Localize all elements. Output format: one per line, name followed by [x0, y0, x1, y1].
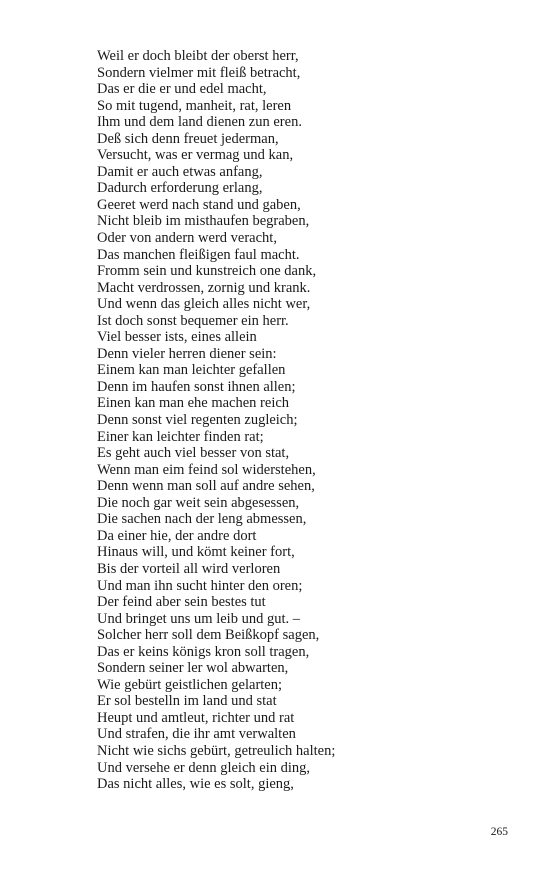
verse-line: Viel besser ists, eines allein: [97, 329, 257, 346]
verse-line: Oder von andern werd veracht,: [97, 230, 277, 247]
verse-line: Einem kan man leichter gefallen: [97, 362, 286, 379]
verse-line: Damit er auch etwas anfang,: [97, 163, 263, 180]
verse-line: Wenn man eim feind sol widerstehen,: [97, 461, 316, 478]
verse-line: Das manchen fleißigen faul macht.: [97, 246, 300, 263]
verse-line: Und strafen, die ihr amt verwalten: [97, 726, 296, 743]
verse-line: Denn vieler herren diener sein:: [97, 345, 277, 362]
verse-line: Das nicht alles, wie es solt, gieng,: [97, 776, 294, 793]
verse-line: Heupt und amtleut, richter und rat: [97, 709, 295, 726]
verse-line: Versucht, was er vermag und kan,: [97, 147, 294, 164]
verse-line: Er sol bestelln im land und stat: [97, 693, 277, 710]
verse-line: Nicht wie sichs gebürt, getreulich halten;: [97, 742, 336, 759]
verse-line: So mit tugend, manheit, rat, leren: [97, 97, 292, 114]
verse-line: Die sachen nach der leng abmessen,: [97, 511, 307, 528]
verse-line: Dadurch erforderung erlang,: [97, 180, 263, 197]
verse-line: Sondern vielmer mit fleiß betracht,: [97, 64, 301, 81]
verse-line: Und bringet uns um leib und gut. –: [97, 610, 300, 627]
verse-line: Geeret werd nach stand und gaben,: [97, 196, 301, 213]
verse-line: Denn im haufen sonst ihnen allen;: [97, 378, 296, 395]
verse-line: Denn wenn man soll auf andre sehen,: [97, 478, 315, 495]
verse-text: [97, 48, 335, 793]
verse-line: Weil er doch bleibt der oberst herr,: [97, 48, 299, 64]
verse-line: Deß sich denn freuet jederman,: [97, 130, 279, 147]
verse-line: Und versehe er denn gleich ein ding,: [97, 759, 310, 776]
verse-line: Das er die er und edel macht,: [97, 81, 267, 98]
verse-line: Solcher herr soll dem Beißkopf sagen,: [97, 627, 320, 644]
verse-line: Nicht bleib im misthaufen begraben,: [97, 213, 310, 230]
verse-line: Der feind aber sein bestes tut: [97, 594, 266, 611]
verse-line: Da einer hie, der andre dort: [97, 527, 257, 544]
verse-line: Fromm sein und kunstreich one dank,: [97, 263, 317, 280]
verse-line: Denn sonst viel regenten zugleich;: [97, 412, 298, 429]
verse-line: Sondern seiner ler wol abwarten,: [97, 660, 289, 677]
verse-line: Einen kan man ehe machen reich: [97, 395, 290, 412]
verse-line: Wie gebürt geistlichen gelarten;: [97, 676, 283, 693]
verse-line: Das er keins königs kron soll tragen,: [97, 643, 310, 660]
verse-line: Und wenn das gleich alles nicht wer,: [97, 296, 311, 313]
verse-line: Und man ihn sucht hinter den oren;: [97, 577, 303, 594]
verse-line: Macht verdrossen, zornig und krank.: [97, 279, 311, 296]
verse-line: Bis der vorteil all wird verloren: [97, 560, 281, 577]
verse-line: Es geht auch viel besser von stat,: [97, 445, 290, 462]
verse-line: Die noch gar weit sein abgesessen,: [97, 494, 300, 511]
verse-line: Ihm und dem land dienen zun eren.: [97, 114, 302, 131]
page-number: 265: [490, 826, 508, 838]
verse-line: Einer kan leichter finden rat;: [97, 428, 264, 445]
verse-line: Ist doch sonst bequemer ein herr.: [97, 312, 289, 329]
verse-line: Hinaus will, und kömt keiner fort,: [97, 544, 295, 561]
